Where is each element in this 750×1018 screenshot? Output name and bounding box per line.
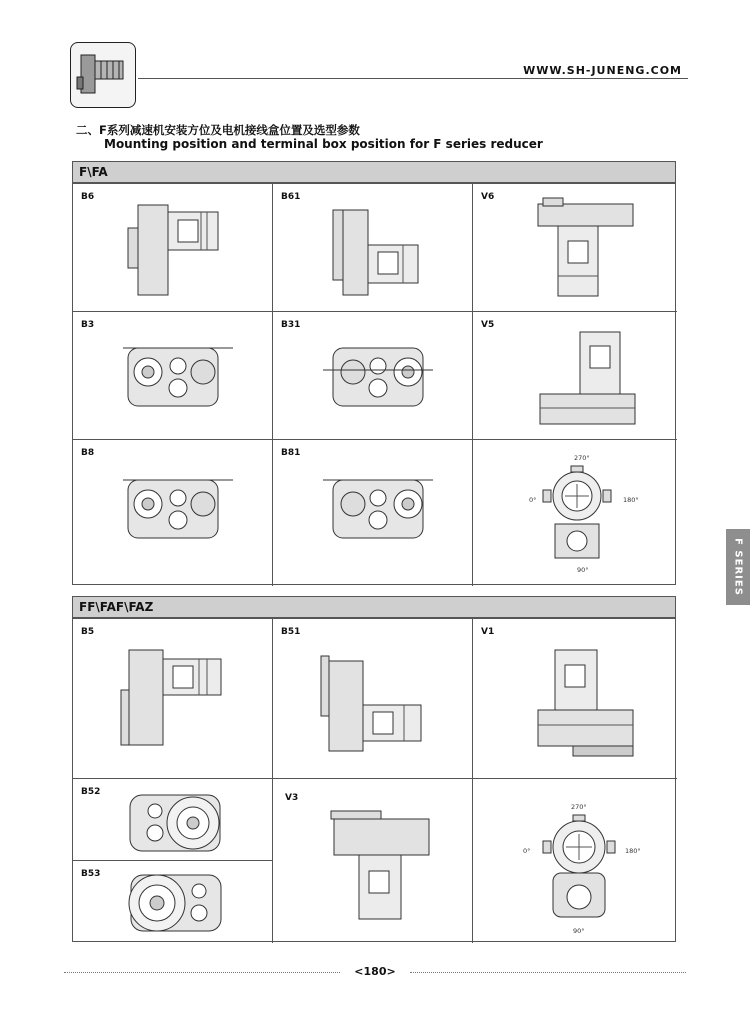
cell-terminal-box-angles-2 [473,779,677,943]
reducer-vertical-view-icon [329,809,439,929]
cell-terminal-box-angles [473,440,677,586]
grid-ff-faf-faz [72,618,676,942]
cell-b31 [273,312,473,440]
reducer-front-view-icon [121,867,231,939]
cell-b61 [273,184,473,312]
position-label: B81 [281,448,301,458]
cell-b8 [73,440,273,586]
page-number: <180> [348,965,401,978]
cell-b3 [73,312,273,440]
cell-v5 [473,312,677,440]
website-url: WWW.SH-JUNENG.COM [523,64,682,77]
cell-v3 [273,779,473,943]
position-label: B53 [81,869,101,879]
reducer-side-view-icon [323,200,433,300]
reducer-front-view-icon [323,472,433,544]
angle-0: 0° [529,496,537,504]
angle-90: 90° [573,927,585,935]
position-label: V6 [481,192,495,202]
side-tab-label: F SERIES [732,538,744,596]
cell-b52 [73,779,273,861]
motor-end-view-icon [539,464,615,564]
angle-90: 90° [577,566,589,574]
position-label: B8 [81,448,95,458]
angle-270: 270° [571,803,587,811]
reducer-vertical-view-icon [533,645,643,765]
position-label: B31 [281,320,301,330]
reducer-flange-view-icon [319,651,434,761]
position-label: B6 [81,192,95,202]
grid-ffa [72,183,676,585]
reducer-front-view-icon [323,340,433,412]
cell-b5 [73,619,273,779]
cell-v1 [473,619,677,779]
reducer-front-view-icon [125,787,235,857]
position-label: V5 [481,320,495,330]
angle-270: 270° [574,454,590,462]
heading-chinese: 二、F系列减速机安装方位及电机接线盒位置及选型参数 [76,123,360,137]
section-title-ffa: F\FA [72,161,676,183]
angle-180: 180° [625,847,641,855]
cell-b81 [273,440,473,586]
reducer-vertical-view-icon [533,196,643,304]
section-title-ff-faf-faz: FF\FAF\FAZ [72,596,676,618]
reducer-vertical-view-icon [535,322,645,434]
position-label: B52 [81,787,101,797]
page-number-row [0,965,750,978]
gear-motor-icon [75,47,131,103]
position-label: V1 [481,627,495,637]
position-label: B5 [81,627,95,637]
reducer-side-view-icon [123,200,233,300]
angle-180: 180° [623,496,639,504]
position-label: B3 [81,320,95,330]
position-label: B51 [281,627,301,637]
angle-0: 0° [523,847,531,855]
position-label: V3 [285,793,299,803]
reducer-front-view-icon [123,472,233,544]
cell-v6 [473,184,677,312]
heading-english: Mounting position and terminal box position for F series reducer [104,137,543,151]
reducer-flange-view-icon [119,645,229,755]
cell-b51 [273,619,473,779]
position-label: B61 [281,192,301,202]
motor-end-view-icon [541,813,617,925]
cell-b53 [73,861,273,943]
product-thumbnail [70,42,136,108]
series-side-tab [726,529,750,605]
cell-b6 [73,184,273,312]
reducer-front-view-icon [123,340,233,412]
header-divider [138,78,688,79]
